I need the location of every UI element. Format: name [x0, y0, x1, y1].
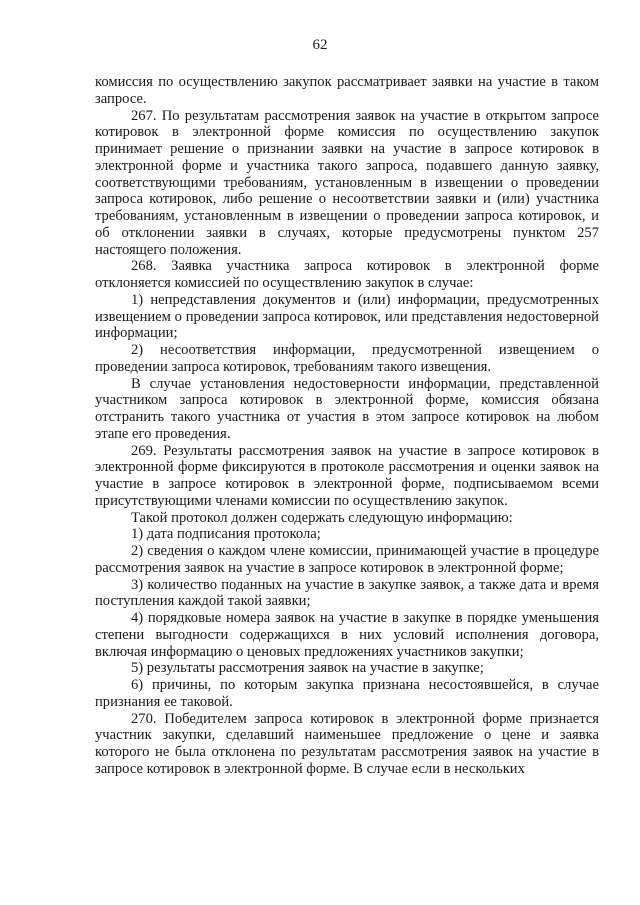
list-item-268-1: 1) непредставления документов и (или) информации, предусмотренных извещением о проведении запроса котировок, или представления недостоверной информации;	[95, 291, 599, 342]
list-item-268-2: 2) несоответствия информации, предусмотренной извещением о проведении запроса котировок, требованиям такого извещения.	[95, 342, 599, 375]
page-number: 62	[312, 37, 328, 53]
paragraph-clause-267: 267. По результатам рассмотрения заявок на участие в открытом запросе котировок в электронной форме комиссия по осуществлению закупок принимает решение о признании заявки на участие в запросе котировок в электронной форме и участника такого запроса, подавшего данную заявку, соответствующими требованиям, установленным в извещении о проведении запроса котировок, либо решение о несоответствии заявки и (или) участника требованиям, установленным в извещении о проведении запроса котировок, и об отклонении заявки в случаях, которые предусмотрены пунктом 257 настоящего положения.	[95, 107, 599, 258]
paragraph-clause-269: 269. Результаты рассмотрения заявок на участие в запросе котировок в электронной форме фиксируются в протоколе рассмотрения и оценки заявок на участие в запросе котировок в электронной форме, подписываемом всеми присутствующими членами комиссии по осуществлению закупок.	[95, 442, 599, 509]
paragraph-clause-270: 270. Победителем запроса котировок в электронной форме признается участник закупки, сделавший наименьшее предложение о цене и заявка которого не была отклонена по результатам рассмотрения заявок на участие в запросе котировок в электронной форме. В случае если в нескольких	[95, 710, 599, 777]
list-item-269-6: 6) причины, по которым закупка признана несостоявшейся, в случае признания ее таковой.	[95, 677, 599, 710]
list-item-269-5: 5) результаты рассмотрения заявок на участие в закупке;	[131, 660, 484, 677]
list-item-269-2: 2) сведения о каждом члене комиссии, принимающей участие в процедуре рассмотрения заявок на участие в запросе котировок в электронной форме;	[95, 543, 599, 576]
paragraph-continuation: комиссия по осуществлению закупок рассматривает заявки на участие в таком запросе.	[95, 74, 599, 107]
list-item-269-1: 1) дата подписания протокола;	[131, 526, 321, 543]
paragraph-protocol-contents: Такой протокол должен содержать следующую информацию:	[131, 509, 513, 526]
paragraph-disqualification: В случае установления недостоверности информации, представленной участником запроса котировок в электронной форме, комиссия обязана отстранить такого участника от участия в этом запросе котировок на любом этапе его проведения.	[95, 375, 599, 442]
document-body	[95, 74, 599, 778]
list-item-269-4: 4) порядковые номера заявок на участие в закупке в порядке уменьшения степени выгодности содержащихся в них условий исполнения договора, включая информацию о ценовых предложениях участников закупки;	[95, 610, 599, 660]
paragraph-clause-268: 268. Заявка участника запроса котировок в электронной форме отклоняется комиссией по осуществлению закупок в случае:	[95, 258, 599, 291]
list-item-269-3: 3) количество поданных на участие в закупке заявок, а также дата и время поступления каждой такой заявки;	[95, 576, 599, 610]
